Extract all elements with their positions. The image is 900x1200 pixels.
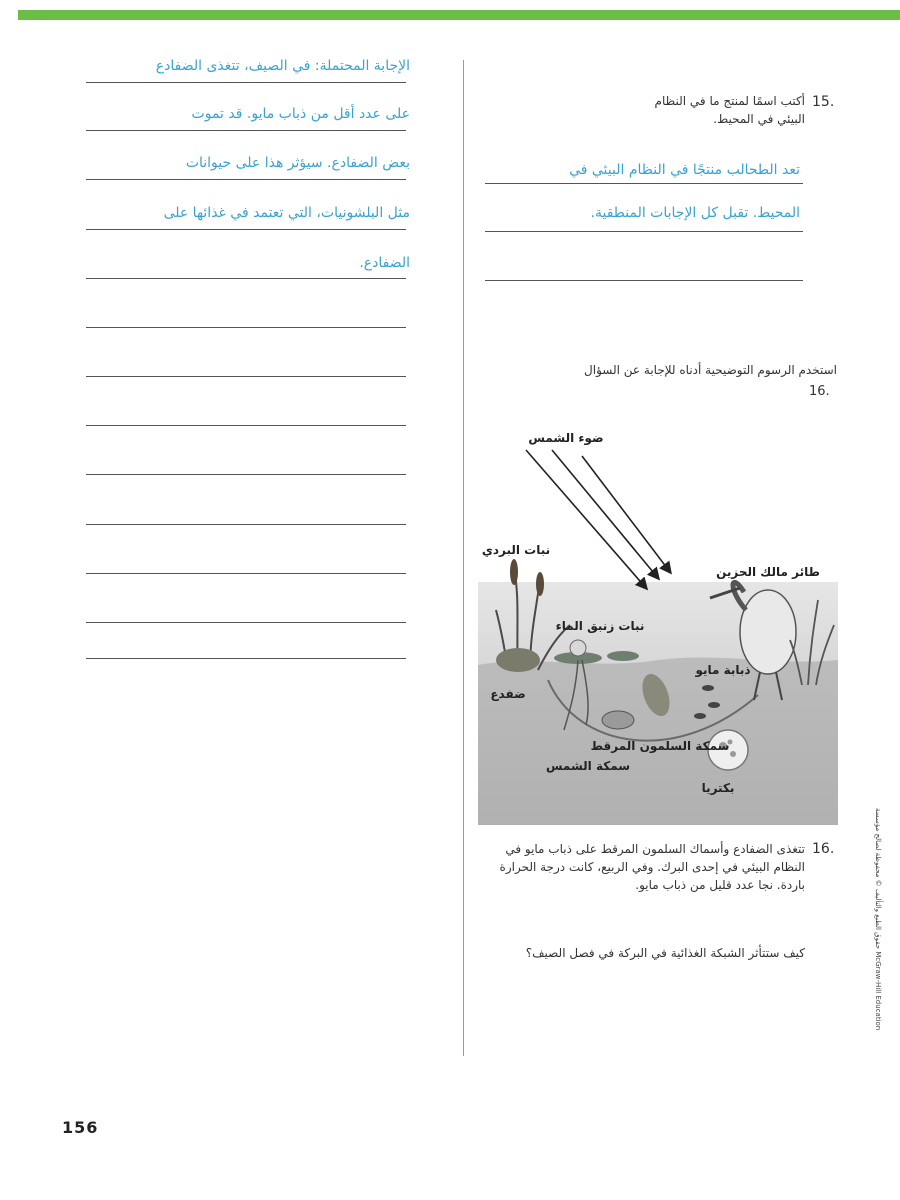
question-16-text: تتغذى الضفادع وأسماك السلمون المرقط على ذباب مايو في النظام البيئي في إحدى البرك. وفي الربيع، كانت درجة الحرارة باردة. نجا عدد قليل من ذباب مايو. bbox=[499, 842, 805, 892]
answer-16-line-1: الإجابة المحتملة: في الصيف، تتغذى الضفادع bbox=[155, 58, 410, 74]
answer-rule bbox=[86, 179, 406, 180]
answer-16-line-3: بعض الضفادع. سيؤثر هذا على حيوانات bbox=[185, 155, 410, 171]
sun-arrow bbox=[526, 450, 646, 588]
answer-rule bbox=[86, 474, 406, 475]
label-trout: سمكة السلمون المرقط bbox=[590, 739, 730, 753]
answer-rule bbox=[86, 622, 406, 623]
answer-rule bbox=[86, 130, 406, 131]
label-bacteria: بكتريا bbox=[701, 781, 735, 795]
label-reed: نبات البردي bbox=[481, 543, 551, 557]
answer-rule bbox=[485, 183, 803, 184]
page-number: 156 bbox=[62, 1118, 99, 1137]
answer-rule bbox=[86, 327, 406, 328]
column-divider bbox=[463, 60, 464, 1056]
answer-rule bbox=[86, 658, 406, 659]
label-frog: ضفدع bbox=[490, 687, 526, 701]
question-15-answer-line-2: المحيط. تقبل كل الإجابات المنطقية. bbox=[590, 205, 800, 221]
instructions-question-ref: 16. bbox=[809, 384, 830, 399]
diagram-instructions: استخدم الرسوم التوضيحية أدناه للإجابة عن السؤال bbox=[584, 363, 837, 377]
label-water-lily: نبات زنبق الماء bbox=[555, 619, 645, 633]
cattail bbox=[536, 572, 544, 596]
answer-rule bbox=[86, 573, 406, 574]
answer-rule bbox=[86, 82, 406, 83]
label-sunfish: سمكة الشمس bbox=[545, 759, 631, 773]
label-heron: طائر مالك الحزين bbox=[716, 565, 820, 579]
answer-rule bbox=[86, 425, 406, 426]
label-mayfly: ذبابة مايو bbox=[695, 663, 751, 677]
question-16-prompt: كيف ستتأثر الشبكة الغذائية في البركة في فصل الصيف؟ bbox=[525, 946, 805, 960]
label-sunlight: ضوء الشمس bbox=[528, 431, 604, 445]
question-15-prompt: أكتب اسمًا لمنتج ما في النظام البيئي في المحيط. bbox=[654, 94, 805, 126]
answer-rule bbox=[86, 376, 406, 377]
top-color-bar bbox=[18, 10, 900, 20]
copyright-text: حقوق الطبع والتأليف © محفوظة لصالح مؤسسة McGraw-Hill Education bbox=[874, 808, 882, 1031]
sunfish-shape bbox=[602, 711, 634, 729]
cattail bbox=[510, 559, 518, 585]
pond-food-web-diagram bbox=[478, 420, 838, 825]
answer-16-line-5: الضفادع. bbox=[359, 255, 410, 271]
answer-16-line-4: مثل البلشونيات، التي تعتمد في غذائها على bbox=[163, 205, 410, 221]
question-15-answer-line-1: تعد الطحالب منتجًا في النظام البيئي في bbox=[569, 162, 800, 178]
answer-16-line-2: على عدد أقل من ذباب مايو. قد تموت bbox=[191, 106, 410, 122]
answer-rule bbox=[485, 280, 803, 281]
frog-shape bbox=[496, 648, 540, 672]
answer-rule bbox=[86, 229, 406, 230]
answer-rule bbox=[485, 231, 803, 232]
question-16-number: 16. bbox=[812, 841, 835, 857]
answer-rule bbox=[86, 278, 406, 279]
question-15-number: 15. bbox=[812, 94, 835, 110]
copyright-credit bbox=[864, 808, 880, 1128]
sun-arrow bbox=[552, 450, 658, 578]
answer-rule bbox=[86, 524, 406, 525]
sun-arrow bbox=[582, 456, 670, 572]
